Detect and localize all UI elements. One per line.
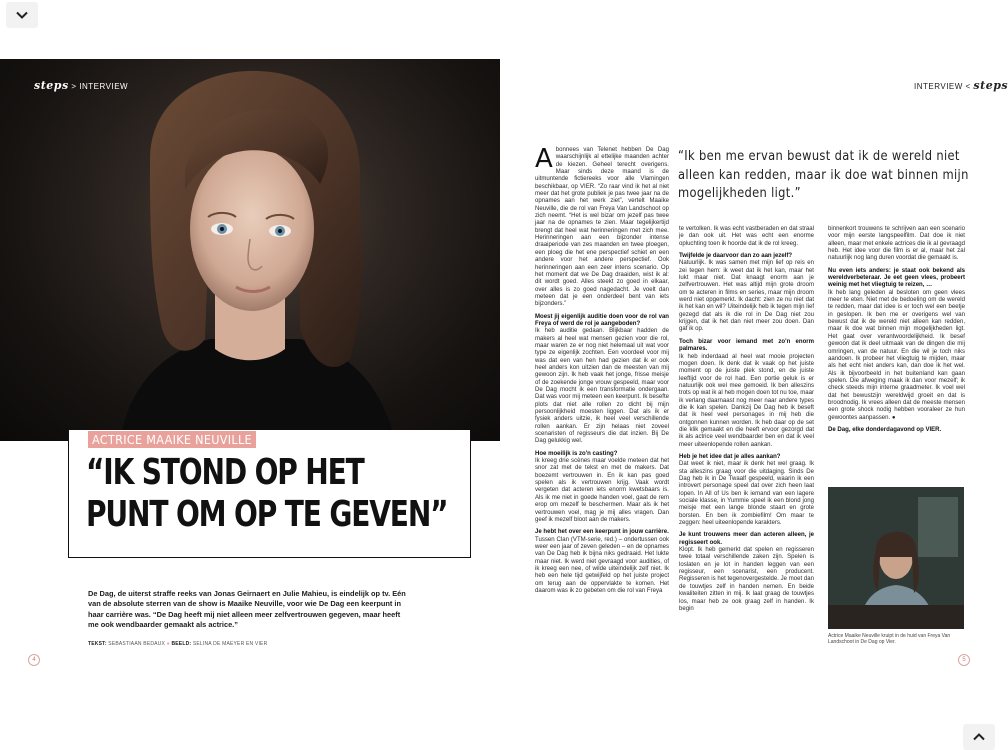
question-7: Je kunt trouwens meer dan acteren alleen, je regisseert ook.: [679, 532, 814, 546]
section-label: > INTERVIEW: [68, 82, 129, 91]
answer-4: Natuurlijk. Ik was samen met mijn lief op reis en zei tegen hem: ik weet dat ik het kan, maar het lukt maar niet. Dat knaagt enorm aan je zelfvertrouwen. Het was altijd mijn grote droom om te acteren in films en series, maar mijn droom werd niet opgemerkt. Ik dacht: zien ze nu niet dat ik het kan en wil? Uiteindelijk heb ik tegen mijn lief gezegd dat als ik die rol in De Dag niet zou krijgen, dat ik het dan niet meer zou doen. Dan gaf ik op.: [679, 260, 814, 333]
page-number-right: 5: [958, 654, 970, 666]
page-number-left: 4: [28, 654, 40, 666]
col1-paragraph-1: bonnees van Telenet hebben De Dag waarschijnlijk al ettelijke maanden achter de kiezen. Geheel terecht overigens. Maar sinds deze maand is de uitmuntende fictiereeks voor alle Vlamingen beschikbaar, op VIER. “Zo raar vind ik het al niet meer dat het grote publiek je pas twee jaar na de opnames aan het werk ziet”, vertelt Maaike Neuville, die de rol van Freya Van Landschoot op zich neemt. “Het is wel bizar om jezelf pas twee jaar na de opnames te zien. Maar tegelijkertijd brengt dat heel wat herinneringen met zich mee. Herinneringen aan een bijzonder intense draaiperiode van zes maanden en twee ploegen, een ploeg die het ene perspectief schiet en een andere voor het andere perspectief. Ook herinneringen aan een zeer intens scenario. Op het moment dat we De Dag draaiden, wist ik al: dit wordt goed. Alles steekt zo goed in elkaar, over alles is zo goed nagedacht. Je voelt dan meteen dat je een onderdeel bent van iets bijzonders.”: [535, 147, 669, 308]
question-1: Moest jij eigenlijk auditie doen voor de rol van Freya of werd de rol je aangeboden?: [535, 313, 669, 327]
brand-logo: steps: [34, 79, 69, 92]
intro-text: De Dag, de uiterst straffe reeks van Jonas Geirnaert en Julie Mahieu, is eindelijk op tv. Eén van de absolute sterren van de show is Maaike Neuville, voor wie De Dag een keerpunt in haar carrière was. “De Dag heeft mij niet alleen meer zelfvertrouwen gegeven, maar heeft me ook wendbaarder gemaakt als actrice.”: [88, 589, 406, 630]
credits: TEKST: SEBASTIAAN BEDAUX ● BEELD: SELINA DE MAEYER EN VIER: [88, 641, 268, 647]
left-page: [0, 57, 500, 687]
section-header: [34, 79, 128, 92]
chevron-up-icon: [972, 730, 986, 744]
answer-8: Ik heb lang geleden al besloten om geen vlees meer te eten. Niet met de bedoeling om de wereld te redden, maar dat idee is er toch wel een beetje in geslopen. Ik ben me er overigens wel van bewust dat ik de wereld niet alleen kan redden, maar ik doe wat binnen mijn mogelijkheden ligt. Het gaat over verantwoordelijkheid. Ik besef gewoon dat ik deel uitmaak van de dingen die mij omringen, van de natuur. En die wil je toch niks aandoen. Ik probeer het vliegtuig te mijden, maar als het echt niet anders kan, dan doe ik het wel. Als ik bijvoorbeeld in het buitenland kan gaan spelen. Die afweging maak ik dan voor mezelf; ik check steeds mijn interne graadmeter. Ik voel wel dat het bewustzijn wereldwijd groeit en dat is broodnodig. Ik vrees alleen dat de meeste mensen een grote shock nodig hebben vooraleer ze hun gewoontes aanpassen. ●: [828, 289, 965, 421]
tv-still-photo: [828, 487, 964, 629]
question-3: Je hebt het over een keerpunt in jouw carrière.: [535, 529, 669, 536]
brand-logo-right: steps: [973, 79, 1008, 92]
answer-7: Klopt. Ik heb gemerkt dat spelen en regisseren twee totaal verschillende zaken zijn. Spelen is loslaten en je lot in handen leggen van een regisseur, een scenarist, een producent. Regisseren is het tegenovergestelde. Je moet dan de touwtjes zelf in handen nemen. En beide kwaliteiten zitten in mij. Ik laat graag de touwtjes los, maar heb ze ook graag zelf in handen. Ik begin: [679, 547, 814, 612]
collapse-button[interactable]: [6, 2, 38, 28]
answer-3: Tussen Clan (VTM-serie, red.) – ondertussen ook weer een jaar of zeven geleden – en de opnames van De Dag heb ik bijna niks gedraaid. Het lukte maar niet. Ik werd niet gevraagd voor audities, of ik kreeg een nee, of wilde uiteindelijk zelf niet. Ik heb een hele tijd getwijfeld op het juiste project om terug aan de oppervlakte te komen. Het daarom was ik zo gebeten om die rol van Freya: [535, 536, 669, 594]
credit-photo-label: BEELD:: [171, 641, 192, 647]
article-column-1: [535, 144, 669, 595]
question-5: Toch bizar voor iemand met zo'n enorm palmares.: [679, 338, 814, 353]
answer-5: Ik heb inderdaad al heel wat mooie projecten mogen doen. Ik denk dat ik vaak op het juiste moment op de juiste plek stond, en de juiste leeftijd voor de rol had. Een portie geluk is er natuurlijk ook wel mee gemoeid. Ik ben alleszins trots op wat ik al heb mogen doen tot nu toe, maar ik verlang daarnaast nog meer naar andere types die ik kan spelen. Dankzij De Dag heb ik beseft dat ik heel veel personages in mij heb die ontgonnen kunnen worden. Ik heb daar op de set die klik gemaakt en die heeft ervoor gezorgd dat ik als actrice veel wendbaarder ben en dat ik veel meer uiteenlopende rollen aankan.: [679, 353, 814, 448]
question-4: Twijfelde je daarvoor dan zo aan jezelf?: [679, 253, 793, 260]
drop-cap: A: [535, 144, 553, 174]
pull-quote: “Ik ben me ervan bewust dat ik de wereld niet alleen kan redden, maar ik doe wat binnen mijn mogelijkheden ligt.”: [678, 148, 969, 201]
kicker-label: ACTRICE MAAIKE NEUVILLE: [88, 431, 256, 448]
question-8: Nu even iets anders: je staat ook bekend als wereldverbeteraar. Je eet geen vlees, probeert weinig met het vliegtuig te reizen, …: [828, 267, 965, 289]
section-label-right: INTERVIEW <: [914, 82, 974, 91]
article-column-2: [679, 226, 814, 613]
broadcast-info: De Dag, elke donderdagavond op VIER.: [828, 426, 942, 433]
scroll-top-button[interactable]: [963, 724, 995, 750]
portrait-photo: [0, 59, 500, 441]
photo-caption: Actrice Maaike Neuville kruipt in de huid van Freya Van Landschoot in De Dag op Vier.: [828, 633, 951, 645]
article-column-3: [828, 226, 965, 434]
answer-1: Ik heb auditie gedaan. Blijkbaar hadden de makers al heel wat mensen gezien voor die rol, maar waren ze er nog niet helemaal uit wat voor type ze eigenlijk zochten. Een voordeel voor mij was dat een van hen had gezien dat ik er ook heel anders kon uitzien dan de meesten van mij gewoon zijn. Ik heb vaak het jonge, frisse meisje of de zoekende jonge vrouw gespeeld, maar voor De Dag mocht ik een transformatie ondergaan. Dat was voor mij meteen een keerpunt. Ik besefte plots dat niet alle rollen zo dicht bij mijn persoonlijkheid moesten liggen. Dat als ik er fysiek anders uitzie, ik heel veel verschillende rollen aankan. Er zijn helaas niet zoveel scenaristen of regisseurs die dat inzien. Bij De Dag gelukkig wel.: [535, 328, 669, 445]
question-2: Hoe moeilijk is zo'n casting?: [535, 450, 618, 457]
headline: [86, 452, 453, 536]
answer-2: Ik kreeg drie scènes maar voelde meteen dat het snor zat met de tekst en met de makers. Dat boezemt vertrouwen in. En ik kan pas goed spelen als ik vertrouwen krijg. Vaak wordt vergeten dat acteren iets enorm kwetsbaars is. Als ik me niet in goede handen voel, gaat de rem erop om mezelf te beschermen. Maar als ik het vertrouwen voel, mag je mij alles vragen. Dan geef ik mezelf bloot aan de makers.: [535, 458, 669, 523]
col3-paragraph-1: binnenkort trouwens te schrijven aan een scenario voor mijn eerste langspeelfilm. Dat doe ik niet alleen, maar met enkele actrices die ik al gevraagd heb. Het idee voor die film is er al, maar het zal natuurlijk nog lang duren voordat die gemaakt is.: [828, 226, 965, 262]
headline-line-1: “IK STOND OP HET: [86, 452, 364, 493]
credit-photo-name: SELINA DE MAEYER EN VIER: [191, 641, 268, 647]
col2-paragraph-1: te vertolken. Ik was echt vastberaden en dat straal je dan ook uit. Het was echt een enorme opluchting toen ik hoorde dat ik de rol kreeg.: [679, 226, 814, 247]
section-header-right: [914, 79, 1008, 92]
chevron-down-icon: [15, 8, 29, 22]
credit-text-label: TEKST:: [88, 641, 107, 647]
credit-text-name: SEBASTIAAN BEDAUX: [106, 641, 166, 647]
answer-6: Dat weet ik niet, maar ik denk het wel graag. Ik sta alleszins graag voor die uitdaging. Sinds De Dag heb ik in De Twaalf gespeeld, waarin ik een introvert personage speel dat over zich heen laat lopen. In All of Us ben ik iemand van een lagere sociale klasse, in Yummie speel ik een blond jong meisje met een lange blonde staart en grote borsten. En ben ik zombiefilm! Om maar te zeggen: heel uiteenlopende karakters.: [679, 461, 814, 527]
headline-line-2: PUNT OM OP TE GEVEN”: [86, 494, 448, 535]
question-6: Heb je het idee dat je alles aankan?: [679, 453, 781, 460]
